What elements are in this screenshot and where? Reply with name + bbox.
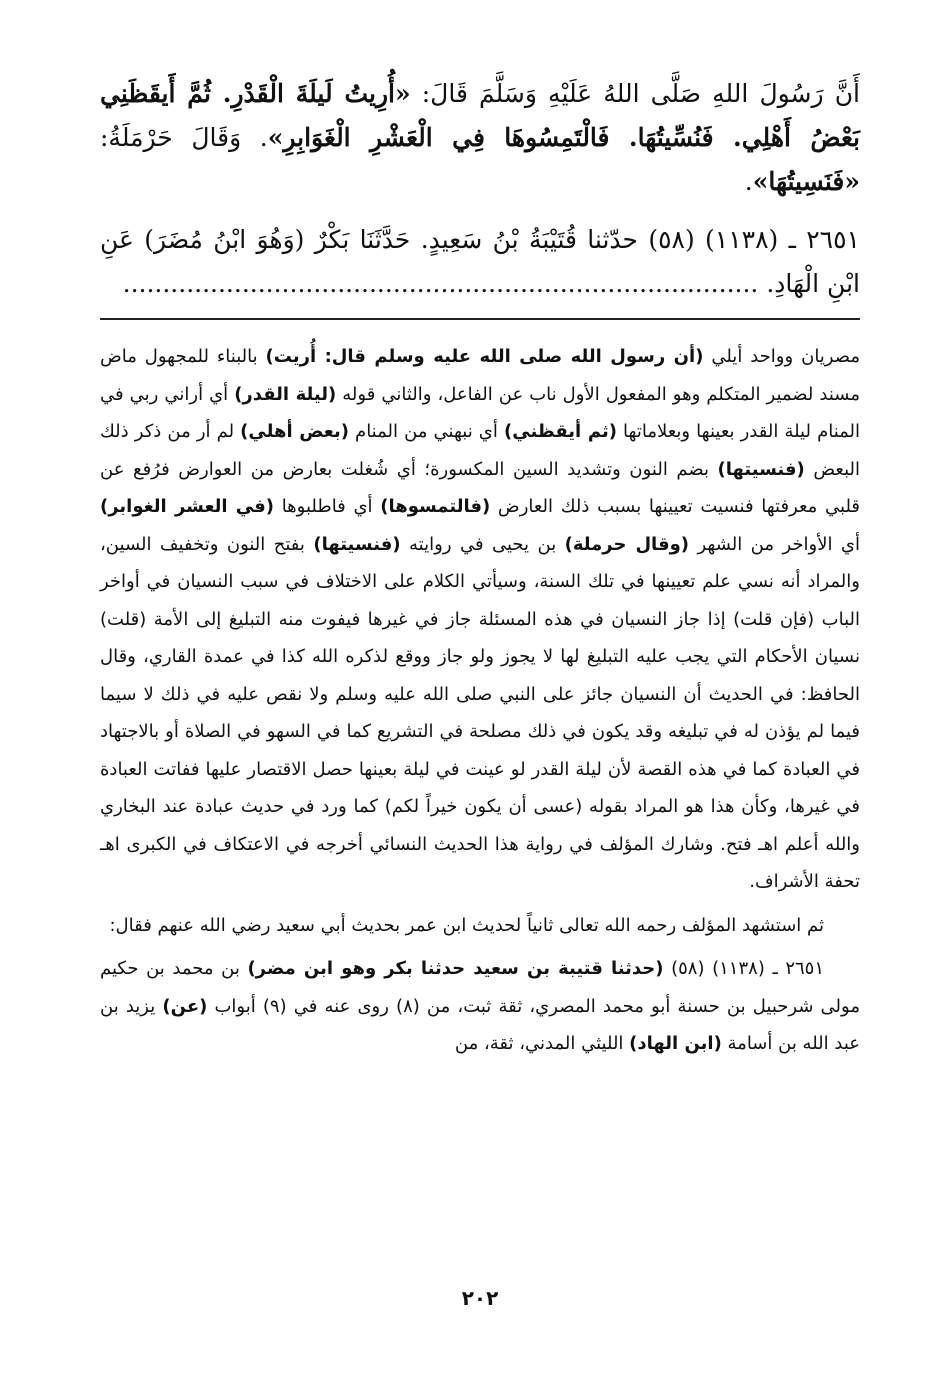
text-segment: أي الأواخر من الشهر: [689, 533, 861, 555]
text-segment: بفتح النون وتخفيف السين، والمراد أنه نسي علم تعيينها في تلك السنة، وسيأتي الكلام على الاختلاف في سبب النسيان في أواخر الباب (فإن قلت) إذا جاز النسيان في هذه المسئلة جاز في غيرها فيفوت منه التبليغ إلى الأمة (قلت) نسيان الأحكام التي يجب عليه التبليغ لها لا يجوز ولو جاز ووقع لذكره الله كذا في عمدة القاري، وقال الحافظ: في الحديث أن النسيان جائز على النبي صلى الله عليه وسلم ولا نقص عليه في ذلك لا سيما فيما لم يؤذن له في تبليغه وقد يكون في ذلك مصلحة في التشريع كما في السهو في الصلاة أو بالاجتهاد في العبادة كما في هذه القصة لأن ليلة القدر لو عينت في ليلة بعينها حصل الاقتصار عليها ففاتت العبادة في غيرها، وكأن هذا هو المراد بقوله (عسى أن يكون خيراً لكم) كما ورد في حديث عبادة عند البخاري والله أعلم اهـ فتح. وشارك المؤلف في رواية هذا الحديث النسائي أخرجه في الاعتكاف في الكبرى اهـ تحفة الأشراف.: [100, 533, 860, 892]
hadith-1-end: .: [744, 167, 753, 196]
text-segment: أي أراني ربي في المنام ليلة القدر بعينها وبعلاماتها: [100, 383, 861, 442]
text-segment: ثم استشهد المؤلف رحمه الله تعالى ثانياً لحديث ابن عمر بحديث أبي سعيد رضي الله عنهم فقال:: [109, 914, 824, 936]
commentary-paragraph-1: [100, 338, 860, 901]
page-number: ٢٠٢: [461, 1286, 499, 1310]
bold-quote-segment: (في العشر الغوابر): [100, 496, 275, 517]
commentary-paragraph-2: [100, 907, 860, 945]
text-segment: لم أر من ذكر ذلك البعض: [100, 421, 860, 480]
text-segment: بن يحيى في روايته: [400, 533, 565, 555]
text-segment: أي نبهني من المنام: [348, 421, 504, 442]
bold-quote-segment: (فنسيتها): [313, 533, 401, 555]
bold-quote-segment: (حدثنا قتيبة بن سعيد حدثنا بكر وهو ابن مضر): [247, 958, 664, 979]
text-segment: بن محمد بن حكيم مولى شرحبيل بن حسنة أبو محمد المصري، ثقة ثبت، من (٨) روى عنه في (٩) أبواب: [100, 958, 860, 1017]
text-segment: بضم النون وتشديد السين المكسورة؛ أي شُغلت بعارض من العوارض فرُفع عن قلبي معرفتها فنسيت تعيينها بسبب ذلك العارض: [100, 458, 861, 517]
book-page: [100, 0, 860, 1377]
text-segment: أي فاطلبوها: [274, 496, 381, 517]
hadith-1-tail-quote: «فَنَسِيتُهَا»: [752, 167, 860, 196]
section-divider: [100, 318, 860, 320]
bold-quote-segment: (عن): [162, 995, 208, 1017]
hadith-2-text: ٢٦٥١ ـ (١١٣٨) (٥٨) حدّثنا قُتَيْبَةُ بْنُ سَعِيدٍ. حَدَّثَنَا بَكْرٌ (وَهُوَ ابْنُ مُضَرَ) عَنِ ابْنِ الْهَادِ.: [100, 225, 860, 298]
text-segment: مصريان وواحد أيلي: [703, 346, 860, 367]
hadith-2: [100, 218, 860, 306]
commentary-paragraph-3: [100, 950, 860, 1063]
hadith-2-dots: ................................................................................: [122, 269, 759, 298]
bold-quote-segment: (ابن الهاد): [629, 1033, 722, 1054]
hadith-1-intro: أَنَّ رَسُولَ اللهِ صَلَّى اللهُ عَلَيْهِ وَسَلَّمَ قَالَ:: [410, 79, 860, 108]
hadith-1: [100, 72, 860, 204]
commentary-section: [100, 338, 860, 1063]
bold-quote-segment: (وقال حرملة): [564, 533, 690, 555]
bold-quote-segment: (ليلة القدر): [234, 383, 337, 405]
text-segment: ٢٦٥١ ـ (١١٣٨) (٥٨): [663, 958, 824, 979]
hadith-text-section: [100, 72, 860, 306]
text-segment: بالبناء للمجهول ماض مسند لضمير المتكلم وهو المفعول الأول ناب عن الفاعل، والثاني قوله: [100, 346, 861, 405]
hadith-1-tail: . وَقَالَ حَرْمَلَةُ:: [100, 123, 268, 152]
bold-quote-segment: (فنسيتها): [717, 458, 805, 480]
hadith-1-quote: «أُرِيتُ لَيلَةَ الْقَدْرِ. ثُمَّ أَيقَظَنِي بَعْضُ أَهْلِي. فَنُسِّيتُهَا. فَالْتَمِسُوهَا فِي الْعَشْرِ الْغَوَابِرِ»: [100, 79, 860, 152]
text-segment: الليثي المدني، ثقة، من: [454, 1033, 630, 1054]
text-segment: يزيد بن عبد الله بن أسامة: [100, 995, 860, 1054]
bold-quote-segment: (بعض أهلي): [240, 421, 349, 442]
bold-quote-segment: (فالتمسوها): [380, 496, 491, 517]
bold-quote-segment: (ثم أيقظني): [504, 421, 617, 442]
bold-quote-segment: (أن رسول الله صلى الله عليه وسلم قال: أُريت): [265, 346, 704, 367]
